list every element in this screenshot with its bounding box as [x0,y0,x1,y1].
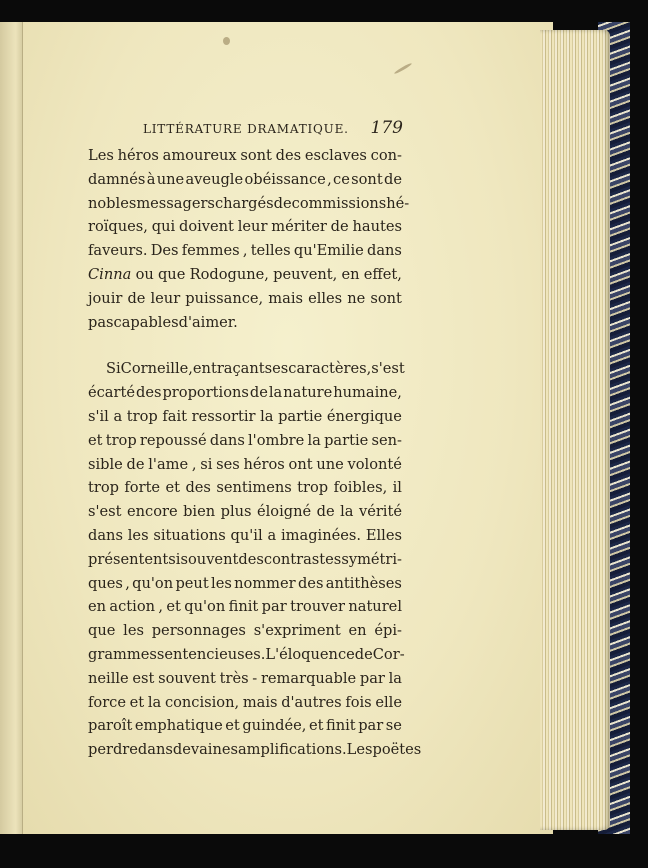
word: héros [117,147,159,164]
word: , [191,455,197,473]
word: naturel [348,598,402,616]
text-line [88,168,402,192]
word: leur [150,289,181,307]
word: antithèses [325,574,402,592]
paragraph-gap [88,334,402,357]
text-line [88,595,402,619]
word: épi- [374,622,402,640]
word: elle [375,693,402,711]
word: repoussé [139,431,207,449]
page-edges [540,30,610,830]
text-line [88,667,402,691]
word: la [307,431,321,449]
word: fait [162,407,187,425]
text-line [88,311,402,335]
paragraph-1 [88,144,410,334]
text-line [88,619,402,643]
word: très [219,669,249,687]
word: nommer [234,574,296,592]
word: dans [209,431,245,449]
word: de [330,218,349,236]
word: trouver [290,598,345,616]
word: , [327,170,332,188]
word: vérité [358,503,402,521]
word: sont [370,289,402,307]
word: s'est [88,503,122,521]
word: énergique [326,407,402,425]
text-line [88,405,402,429]
word: des [297,574,324,592]
word: une [156,170,185,188]
word: sont [240,147,272,164]
word: héros [243,455,285,473]
word: L'éloquence [265,645,355,663]
word: les [123,622,144,640]
word: la [268,384,283,402]
word: contrastes [263,550,342,568]
text-line [88,239,402,263]
word: si [200,455,213,473]
word: qu'il [230,526,263,544]
word: emphatique [134,717,223,735]
word: les [211,574,232,592]
word: en [341,265,360,283]
word: caractères, [288,360,372,378]
word: de [273,194,292,212]
word: remarquable [260,669,357,687]
word: en [88,598,107,616]
word: trop [105,431,137,449]
word: situations [153,526,226,544]
word: a [113,407,123,425]
word: action [109,598,156,616]
word: Elles [365,526,402,544]
word: écarté [88,384,135,402]
word: leur [237,218,268,236]
word: femmes [181,242,240,260]
word: fois [345,693,372,711]
word: par [261,598,287,616]
word: ou [135,265,154,283]
word: sen- [371,431,402,449]
word: en [192,360,211,378]
word: nobles [88,194,137,212]
word: peuvent, [273,265,338,283]
word: faveurs. [88,242,148,260]
word: sont [351,170,383,188]
word: de [384,170,402,188]
word: foibles, [333,479,388,497]
text-line [88,524,402,548]
word: damnés [88,170,146,188]
body-text [88,144,422,762]
word: mais [268,289,303,307]
word: partie [278,407,323,425]
word: et [165,479,181,497]
word: ce [333,170,350,188]
word: perdre [88,741,138,759]
word: de [316,503,335,521]
word: éloigné [257,503,312,521]
word: de [127,289,146,307]
word: que [157,265,186,283]
word: Rodogune, [189,265,269,283]
word: à [146,170,156,188]
word: chargés [214,194,274,212]
word: les [127,526,149,544]
word: plus [220,503,252,521]
word: capables [113,313,179,331]
word: force [88,693,126,711]
word: trop [297,479,329,497]
paragraph-2 [88,357,422,762]
word: se [385,717,402,735]
word: que [88,622,116,640]
word: aveugle [185,170,244,188]
word: roïques, [88,218,148,236]
word: si [168,550,181,568]
word: puissance, [185,289,264,307]
text-line [88,263,402,287]
text-line [88,429,402,453]
word: personnages [151,622,246,640]
word: commissions [291,194,387,212]
page-header [143,118,403,138]
word: pas [88,313,114,331]
word: neille [88,669,129,687]
ink-spot [223,37,230,45]
word: dans [366,242,402,260]
word: des [275,147,302,164]
word: hé- [386,194,410,212]
word: forte [124,479,161,497]
text-line [88,572,402,596]
word: ont [288,455,313,473]
word: de [126,455,145,473]
word: elles [308,289,343,307]
word: guindée, [242,717,307,735]
text-line [88,476,402,500]
word: finit [326,717,356,735]
word: bien [183,503,216,521]
word: amoureux [162,147,237,164]
word: vaines [190,741,238,759]
word: effet, [363,265,402,283]
word: des [185,479,211,497]
word: sible [88,455,123,473]
word: qui [151,218,176,236]
text-line [88,215,402,239]
word: et [308,717,324,735]
word: ressortir [191,407,256,425]
word: hautes [352,218,402,236]
word: et [88,431,103,449]
word: mériter [271,218,327,236]
page-number: 179 [370,118,403,138]
word: poëtes [372,741,422,759]
text-line [88,192,410,216]
word: Les [88,147,114,164]
text-line [88,453,402,477]
word: ses [264,360,289,378]
word: l'ombre [248,431,305,449]
word: et [225,717,240,735]
word: la [388,669,402,687]
word: de [249,384,268,402]
word: paroît [88,717,133,735]
word: ne [347,289,366,307]
text-line [88,287,402,311]
word: esclaves [304,147,367,164]
running-title: LITTÉRATURE DRAMATIQUE. [143,122,349,136]
word: s'expriment [253,622,341,640]
word: s'est [371,360,405,378]
word: Les [346,741,373,759]
word: sentimens [216,479,292,497]
word: a [267,526,277,544]
word: Des [150,242,179,260]
word: qu'Emilie [293,242,364,260]
text-line [88,548,402,572]
word: s'il [88,407,109,425]
word: des [238,550,264,568]
word: , [158,598,164,616]
word: trop [88,479,119,497]
word: proportions [162,384,249,402]
word: est [132,669,155,687]
word: Corneille, [120,360,193,378]
word: volonté [347,455,402,473]
word: partie [324,431,369,449]
word: présentent [88,550,169,568]
ink-mark [394,62,413,75]
word: dans [88,526,123,544]
word: doivent [178,218,234,236]
word: Si [106,360,121,378]
word: dans [137,741,173,759]
text-line [88,381,402,405]
word: concision, [164,693,240,711]
word: humaine, [333,384,402,402]
word: obéissance [244,170,326,188]
word: , [125,574,130,592]
word: mais [242,693,278,711]
word: nature [283,384,333,402]
word: symétri- [341,550,402,568]
word: et [166,598,181,616]
word: ses [216,455,240,473]
text-line [88,144,402,168]
word: la [340,503,354,521]
word: la [147,693,162,711]
word: trop [126,407,158,425]
word: imaginées. [281,526,362,544]
text-line [88,738,422,762]
word: par [358,717,384,735]
word: d'autres [281,693,342,711]
word: con- [370,147,402,164]
word: encore [126,503,178,521]
word: amplifications. [237,741,347,759]
word: messagers [136,194,215,212]
word: souvent [180,550,239,568]
word: la [260,407,274,425]
word: finit [228,598,259,616]
word: , [242,242,248,260]
word: d'aimer. [178,313,238,331]
word: ques [88,574,123,592]
word: des [136,384,162,402]
word: - [252,669,258,687]
text-line [88,714,402,738]
word: l'ame [148,455,189,473]
word: qu'on [132,574,174,592]
word: jouir [88,289,123,307]
word: par [359,669,385,687]
word: telles [250,242,291,260]
word: souvent [158,669,216,687]
word: peut [175,574,209,592]
word: qu'on [184,598,226,616]
word: de [354,645,373,663]
word: et [129,693,145,711]
word: sentencieuses. [156,645,266,663]
word: grammes [88,645,157,663]
text-line [88,643,405,667]
word: une [316,455,344,473]
text-line [88,500,402,524]
text-line [88,357,405,381]
word: en [348,622,367,640]
word: de [172,741,191,759]
word: Cor- [372,645,405,663]
word: Cinna [88,265,132,283]
text-line [88,691,402,715]
word: traçant [210,360,265,378]
word: il [392,479,402,497]
